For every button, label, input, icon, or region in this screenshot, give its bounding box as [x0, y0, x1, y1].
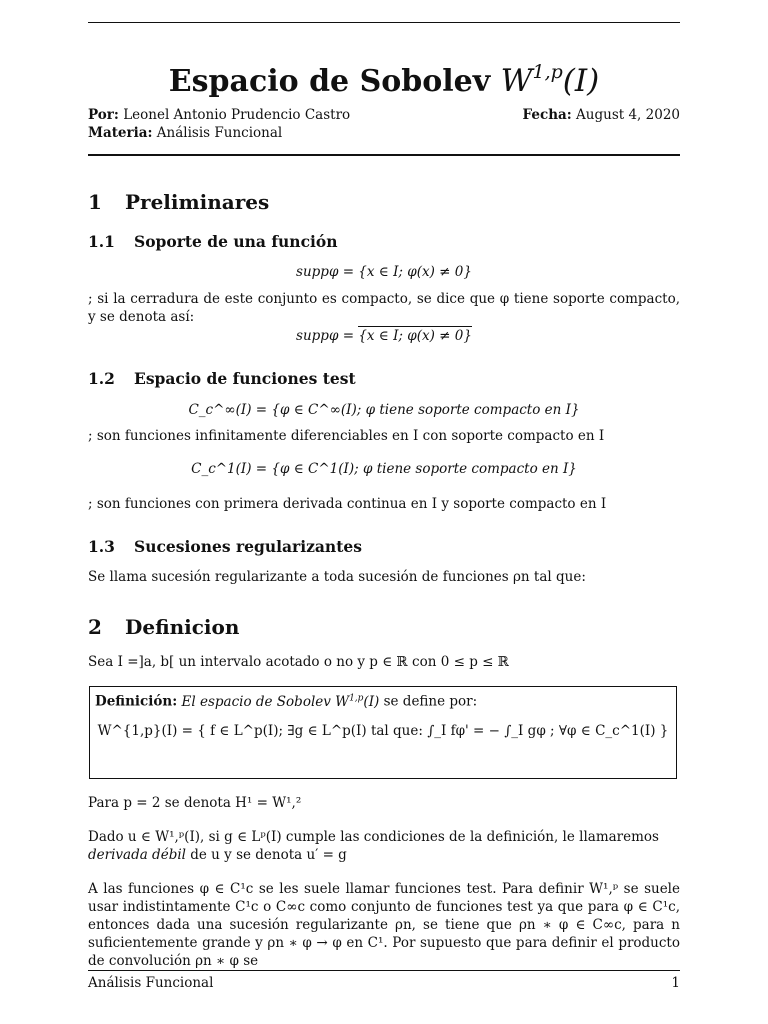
definition-lead: Definición: El espacio de Sobolev W$^{1,p}$(I) se define por:: [95, 693, 478, 710]
section-1-heading: 1 Preliminares: [88, 190, 270, 214]
section-1-3-heading: 1.3 Sucesiones regularizantes: [88, 537, 362, 556]
paragraph-interval: Sea I =]a, b[ un intervalo acotado o no y p ∈ ℝ con 0 ≤ p ≤ ℝ: [88, 654, 509, 670]
definition-formula: W^{1,p}(I) = { f ∈ L^p(I); ∃g ∈ L^p(I) tal que: ∫_I fφ' = − ∫_I gφ ; ∀φ ∈ C_c^1(I) }: [97, 723, 669, 739]
paragraph-h1: Para p = 2 se denota H¹ = W¹,²: [88, 795, 302, 811]
footer-rule: [88, 970, 680, 971]
paragraph-c1: ; son funciones con primera derivada continua en I y soporte compacto en I: [88, 496, 607, 512]
definition-label: Definición:: [95, 693, 178, 710]
equation-c-inf: C_c^∞(I) = {φ ∈ C^∞(I); φ tiene soporte compacto en I}: [188, 402, 580, 418]
paragraph-supp: ; si la cerradura de este conjunto es compacto, se dice que φ tiene soporte compacto, y se denota así:: [88, 291, 680, 325]
document-title: [88, 52, 680, 102]
subject-label: Materia:: [88, 125, 153, 141]
top-rule: [88, 22, 680, 23]
title-math: W$^{1,p}$(I): [500, 61, 600, 99]
definition-italic: El espacio de Sobolev W$^{1,p}$(I): [181, 693, 380, 710]
date-line: [523, 107, 680, 124]
section-1-1-heading: 1.1 Soporte de una función: [88, 232, 338, 251]
paragraph-c-inf: ; son funciones infinitamente diferenciables en I con soporte compacto en I: [88, 428, 605, 444]
footer-left: Análisis Funcional: [88, 975, 214, 991]
definition-box: [89, 686, 677, 779]
title-text: Espacio de Sobolev: [168, 64, 491, 99]
paragraph-weak-derivative: Dado u ∈ W¹,ᵖ(I), si g ∈ Lᵖ(I) cumple las condiciones de la definición, le llamaremos derivada débil de u y se denota u′ = g: [88, 829, 659, 863]
section-1-2-heading: 1.2 Espacio de funciones test: [88, 369, 356, 388]
section-2-heading: 2 Definicion: [88, 615, 240, 639]
page-number: 1: [671, 975, 680, 991]
author-value: Leonel Antonio Prudencio Castro: [123, 107, 351, 123]
author-line: [88, 107, 350, 124]
equation-supp-closure: suppφ = {x ∈ I; φ(x) ≠ 0}: [296, 328, 472, 344]
paragraph-test-functions: A las funciones φ ∈ C¹c se les suele llamar funciones test. Para definir W¹,ᵖ se suele usar indistintamente C¹c o C∞c como conjunto de funciones test ya que para φ ∈ C¹c, entonces dada una sucesión regularizante ρn, se tiene que ρn ∗ φ ∈ C∞c, para n suficientemente grande y ρn ∗ φ → φ en C¹. Por supuesto que para definir el producto de convolución ρn ∗ φ se: [88, 881, 680, 969]
author-label: Por:: [88, 107, 119, 123]
header-rule: [88, 154, 680, 156]
subject-line: [88, 125, 282, 142]
date-label: Fecha:: [522, 107, 572, 123]
date-value: August 4, 2020: [576, 107, 680, 123]
paragraph-regularizing: Se llama sucesión regularizante a toda sucesión de funciones ρn tal que:: [88, 569, 586, 585]
equation-c1: C_c^1(I) = {φ ∈ C^1(I); φ tiene soporte compacto en I}: [191, 461, 577, 477]
subject-value: Análisis Funcional: [156, 125, 283, 141]
equation-supp: suppφ = {x ∈ I; φ(x) ≠ 0}: [296, 264, 472, 280]
